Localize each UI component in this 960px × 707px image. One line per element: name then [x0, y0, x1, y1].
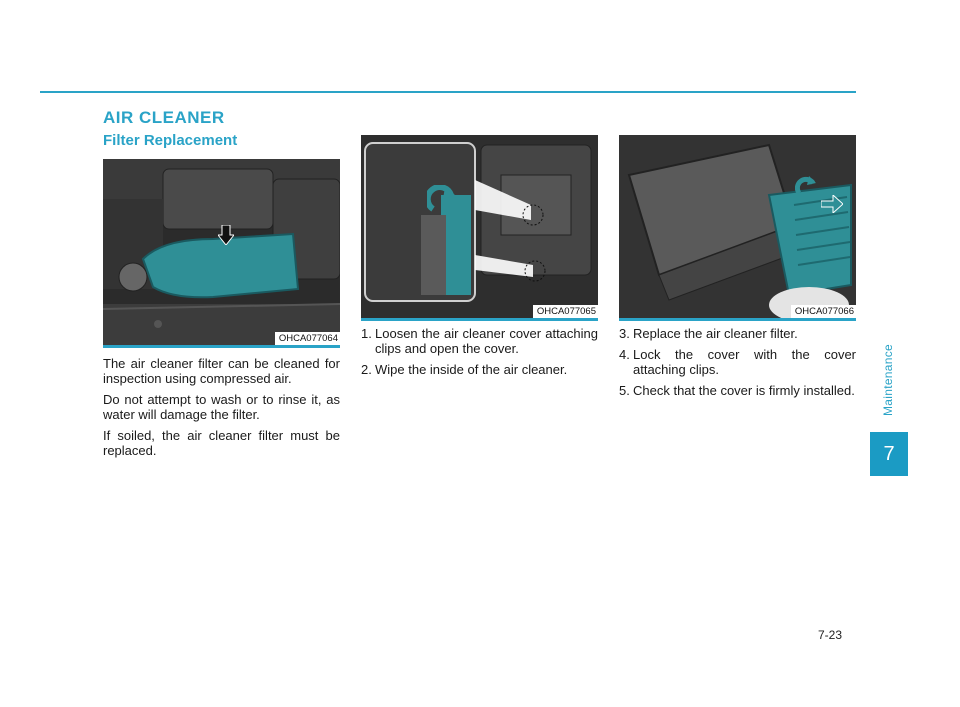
steps-part-1	[361, 326, 598, 383]
paragraph: The air cleaner filter can be cleaned for inspection using compressed air.	[103, 356, 340, 386]
replace-filter-illustration	[619, 135, 856, 321]
step-text: Check that the cover is firmly installed.	[633, 383, 855, 398]
figure-engine-bay	[103, 159, 340, 348]
chapter-name: Maintenance	[881, 343, 896, 417]
figure-loosen-clips	[361, 135, 598, 321]
page-number: 7-23	[818, 628, 843, 642]
figure-caption-bar	[619, 318, 856, 321]
figure-code: OHCA077065	[533, 305, 598, 318]
engine-bay-illustration	[103, 159, 340, 348]
right-arrow-icon	[821, 195, 843, 213]
figure-code: OHCA077066	[791, 305, 856, 318]
side-tab-label	[868, 330, 908, 430]
down-arrow-icon	[218, 225, 234, 245]
step-number: 3.	[619, 326, 630, 341]
steps-part-2	[619, 326, 856, 404]
step-number: 4.	[619, 347, 630, 362]
rotate-arrow-icon	[427, 185, 457, 215]
header-rule	[40, 91, 856, 93]
figure-caption-bar	[103, 345, 340, 348]
step-item	[619, 326, 856, 341]
figure-replace-filter	[619, 135, 856, 321]
chapter-number-badge: 7	[870, 432, 908, 476]
rotate-arrow-icon	[795, 175, 817, 197]
step-item	[619, 347, 856, 377]
step-item	[361, 362, 598, 377]
step-text: Lock the cover with the cover attaching clips.	[633, 347, 856, 377]
step-text: Loosen the air cleaner cover attaching clips and open the cover.	[375, 326, 598, 356]
step-item	[619, 383, 856, 398]
step-text: Replace the air cleaner filter.	[633, 326, 798, 341]
step-text: Wipe the inside of the air cleaner.	[375, 362, 568, 377]
paragraph: Do not attempt to wash or to rinse it, as water will damage the filter.	[103, 392, 340, 422]
figure-caption-bar	[361, 318, 598, 321]
paragraph: If soiled, the air cleaner filter must be replaced.	[103, 428, 340, 458]
intro-text	[103, 356, 340, 464]
step-item	[361, 326, 598, 356]
loosen-clips-illustration	[361, 135, 598, 321]
step-number: 5.	[619, 383, 630, 398]
step-number: 1.	[361, 326, 372, 341]
section-title: AIR CLEANER	[103, 108, 225, 127]
subsection-title: Filter Replacement	[103, 132, 238, 149]
figure-code: OHCA077064	[275, 332, 340, 345]
step-number: 2.	[361, 362, 372, 377]
